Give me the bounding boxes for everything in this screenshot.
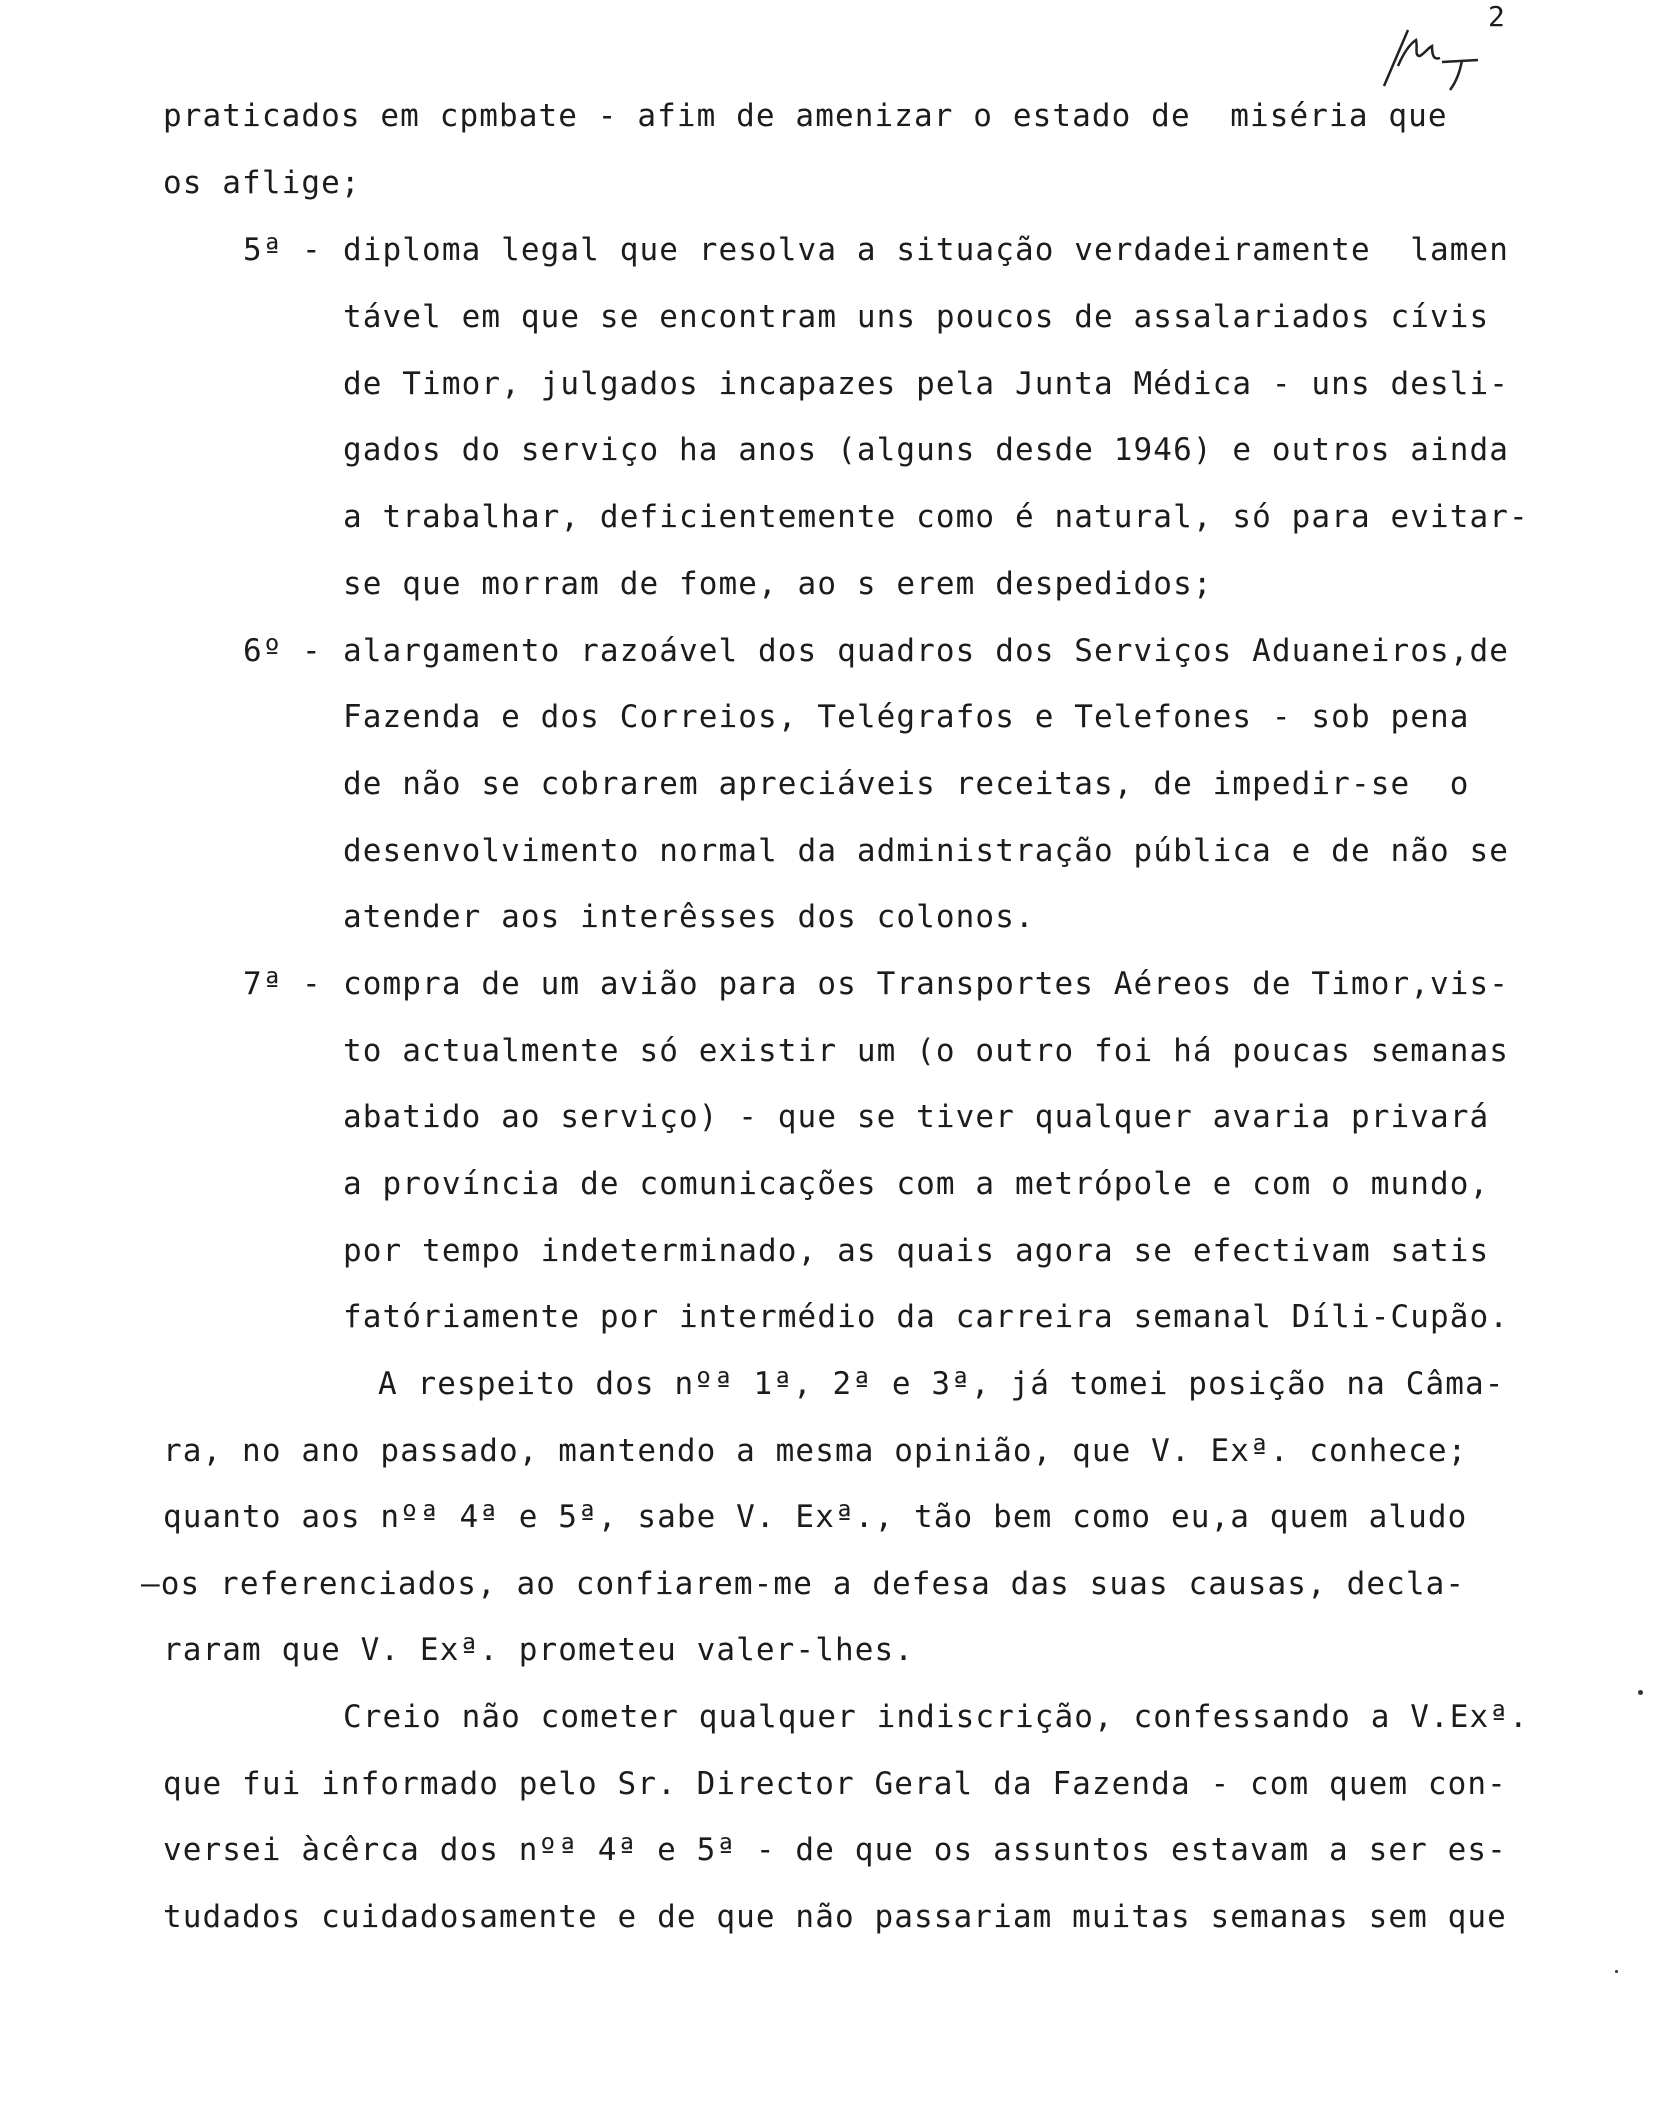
paragraph-line: tudados cuidadosamente e de que não passariam muitas semanas sem que — [163, 1899, 1507, 1935]
paragraph-line: ra, no ano passado, mantendo a mesma opinião, que V. Exª. conhece; — [163, 1433, 1468, 1469]
item-line: atender aos interêsses dos colonos. — [343, 899, 1035, 935]
scan-speck — [1615, 1970, 1618, 1973]
item-line: Fazenda e dos Correios, Telégrafos e Telefones - sob pena — [343, 699, 1470, 735]
item-line: alargamento razoável dos quadros dos Serviços Aduaneiros,de — [343, 633, 1510, 669]
item-line: de não se cobrarem apreciáveis receitas, de impedir-se o — [343, 766, 1470, 802]
paragraph-line: Creio não cometer qualquer indiscrição, confessando a V.Exª. — [343, 1699, 1529, 1735]
item-line: abatido ao serviço) - que se tiver qualquer avaria privará — [343, 1099, 1490, 1135]
item-line: fatóriamente por intermédio da carreira semanal Díli-Cupão. — [343, 1299, 1510, 1335]
text-line: os aflige; — [163, 165, 361, 201]
item-line: tável em que se encontram uns poucos de assalariados cívis — [343, 299, 1490, 335]
item-line: a província de comunicações com a metrópole e com o mundo, — [343, 1166, 1490, 1202]
paragraph-line: raram que V. Exª. prometeu valer-lhes. — [163, 1632, 915, 1668]
item-number: 5ª — [243, 232, 283, 268]
text-line: praticados em cpmbate - afim de amenizar o estado de miséria que — [163, 98, 1448, 134]
item-line: a trabalhar, deficientemente como é natural, só para evitar- — [343, 499, 1529, 535]
paragraph-line: que fui informado pelo Sr. Director Geral da Fazenda - com quem con- — [163, 1766, 1507, 1802]
item-line: compra de um avião para os Transportes Aéreos de Timor,vis- — [343, 966, 1510, 1002]
item-line: de Timor, julgados incapazes pela Junta Médica - uns desli- — [343, 366, 1510, 402]
paragraph-line: —os referenciados, ao confiarem-me a defesa das suas causas, decla- — [141, 1566, 1466, 1602]
item-line: gados do serviço ha anos (alguns desde 1946) e outros ainda — [343, 432, 1510, 468]
item-dash: - — [302, 232, 322, 268]
item-line: por tempo indeterminado, as quais agora se efectivam satis — [343, 1233, 1490, 1269]
item-line: se que morram de fome, ao s erem despedidos; — [343, 566, 1213, 602]
item-number: 7ª — [243, 966, 283, 1002]
paragraph-line: A respeito dos nºª 1ª, 2ª e 3ª, já tomei posição na Câma- — [378, 1366, 1505, 1402]
item-dash: - — [302, 966, 322, 1002]
paragraph-line: versei àcêrca dos nºª 4ª e 5ª - de que os assuntos estavam a ser es- — [163, 1832, 1507, 1868]
item-number: 6º — [243, 633, 283, 669]
paragraph-line: quanto aos nºª 4ª e 5ª, sabe V. Exª., tão bem como eu,a quem aludo — [163, 1499, 1468, 1535]
item-dash: - — [302, 633, 322, 669]
scan-speck — [1638, 1690, 1643, 1695]
page-number: 2 — [1488, 0, 1505, 33]
item-line: desenvolvimento normal da administração pública e de não se — [343, 833, 1510, 869]
item-line: to actualmente só existir um (o outro foi há poucas semanas — [343, 1033, 1510, 1069]
item-line: diploma legal que resolva a situação verdadeiramente lamen — [343, 232, 1510, 268]
handwritten-initials — [1370, 22, 1490, 94]
